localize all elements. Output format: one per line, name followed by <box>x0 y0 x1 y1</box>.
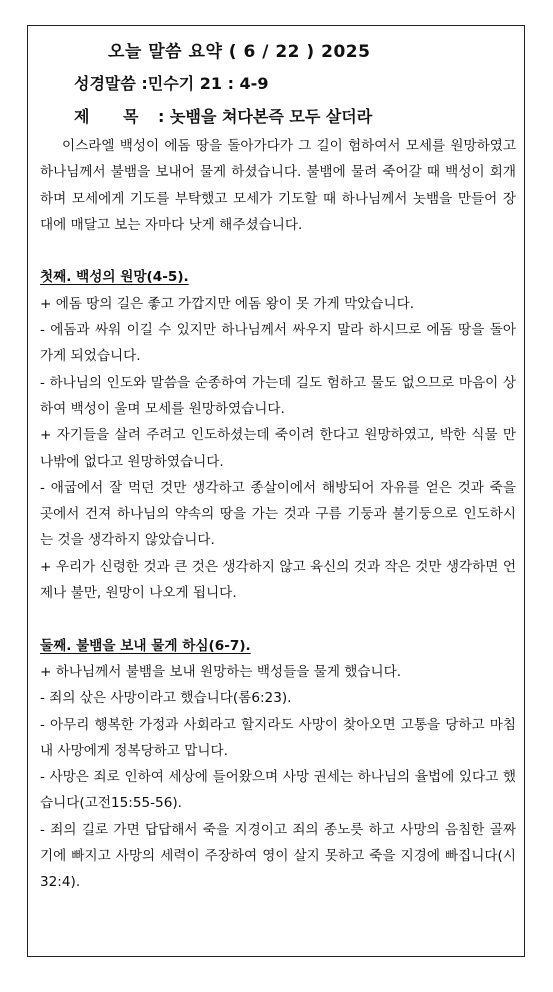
list-item: - 사망은 죄로 인하여 세상에 들어왔으며 사망 권세는 하나님의 율법에 있다고 했습니다(고전15:55-56). <box>40 769 516 812</box>
scripture-label: 성경말씀 : <box>74 74 148 93</box>
sermon-subject <box>74 104 372 127</box>
list-item: + 에돔 땅의 길은 좋고 가깝지만 에돔 왕이 못 가게 막았습니다. <box>40 295 415 312</box>
subject-label: 제 목 <box>74 107 153 126</box>
intro-paragraph: 이스라엘 백성이 에돔 땅을 돌아가다가 그 길이 험하여서 모세를 원망하였고 하나님께서 불뱀을 보내어 물게 하셨습니다. 불뱀에 물려 죽어갈 때 백성이 회개하며 모세에게 기도를 부탁했고 모세가 기도할 때 하나님께서 놋뱀을 만들어 장대에 매달고 보는 자마다 낫게 해주셨습니다. <box>40 138 516 233</box>
scripture-value: 민수기 21 : 4-9 <box>147 74 269 93</box>
list-item: - 죄의 삯은 사망이라고 했습니다(롬6:23). <box>40 690 292 707</box>
list-item: - 에돔과 싸워 이길 수 있지만 하나님께서 싸우지 말라 하시므로 에돔 땅을 돌아가게 되었습니다. <box>40 322 516 365</box>
list-item: - 애굽에서 잘 먹던 것만 생각하고 종살이에서 해방되어 자유를 얻은 것과 죽을 곳에서 건져 하나님의 약속의 땅을 가는 것과 구름 기둥과 불기둥으로 인도하시는 것을 생각하지 않았습니다. <box>40 479 516 549</box>
page-title: 오늘 말씀 요약 ( 6 / 22 ) 2025 <box>108 42 371 62</box>
subject-value: 놋뱀을 쳐다본즉 모두 살더라 <box>170 107 373 126</box>
scripture-reference <box>74 71 268 94</box>
list-item: - 아무리 행복한 가정과 사회라고 할지라도 사망이 찾아오면 고통을 당하고 마침내 사망에게 정복당하고 맙니다. <box>40 716 516 759</box>
list-item: - 죄의 길로 가면 답답해서 죽을 지경이고 죄의 종노릇 하고 사망의 음침한 골짜기에 빠지고 사망의 세력이 주장하여 영이 살지 못하고 죽을 지경에 빠집니다(시32:4). <box>40 821 516 891</box>
list-item: + 우리가 신령한 것과 큰 것은 생각하지 않고 육신의 것과 작은 것만 생각하면 언제나 불만, 원망이 나오게 됩니다. <box>40 558 516 602</box>
section-title-second: 둘째. 불뱀을 보내 물게 하심(6-7). <box>40 637 251 654</box>
section-title-first: 첫째. 백성의 원망(4-5). <box>40 269 189 286</box>
spacer <box>40 238 516 264</box>
list-item: - 하나님의 인도와 말씀을 순종하여 가는데 길도 험하고 물도 없으므로 마음이 상하여 백성이 울며 모세를 원망하였습니다. <box>40 374 516 417</box>
list-item: + 자기들을 살려 주려고 인도하셨는데 죽이려 한다고 원망하였고, 박한 식물 만나밖에 없다고 원망하였습니다. <box>40 427 516 470</box>
summary-body <box>40 133 516 896</box>
list-item: + 하나님께서 불뱀을 보내 원망하는 백성들을 물게 했습니다. <box>40 663 402 680</box>
spacer <box>40 606 516 632</box>
subject-separator: : <box>152 107 171 126</box>
